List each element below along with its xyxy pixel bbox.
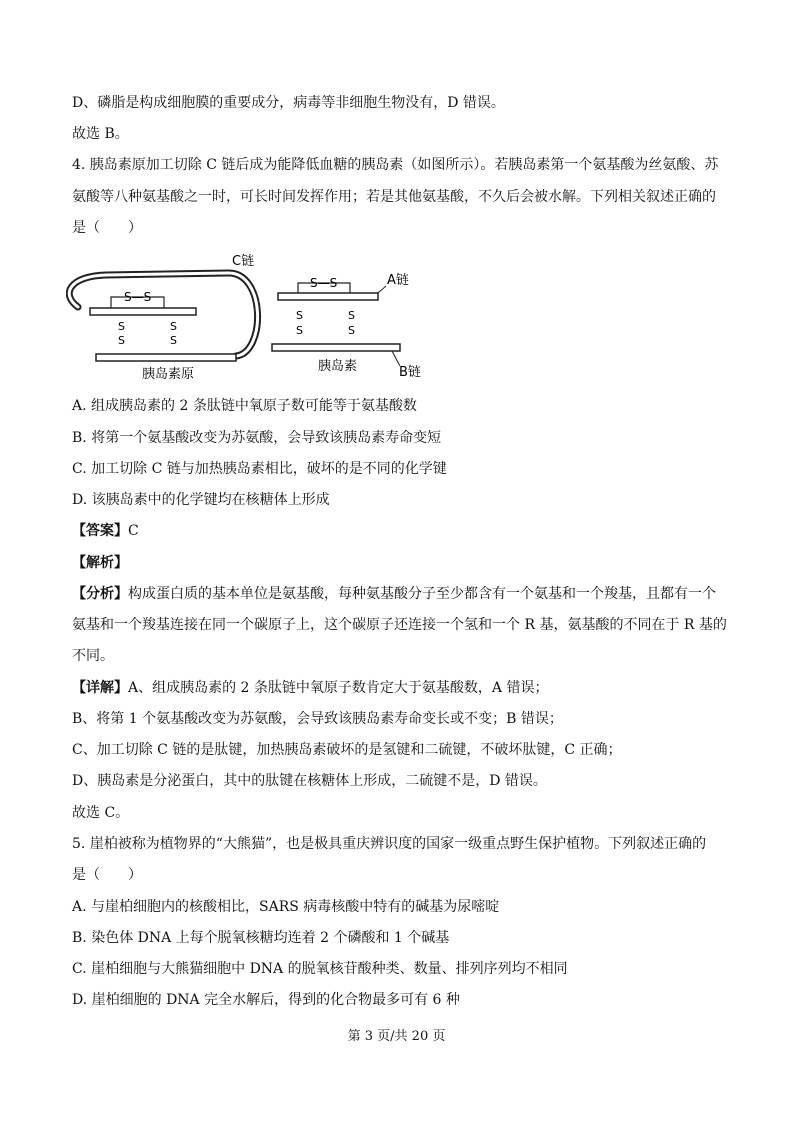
proinsulin-s-1b: S <box>118 334 125 347</box>
proinsulin-a-chain <box>90 308 196 315</box>
insulin-diagram <box>66 248 436 384</box>
insulin-b-chain <box>272 344 400 351</box>
xiangjie-tag: 【详解】 <box>72 680 128 696</box>
insulin-s-2b: S <box>348 324 355 337</box>
q4-option-b: B. 将第一个氨基酸改变为苏氨酸，会导致该胰岛素寿命变短 <box>72 430 442 446</box>
q3-conclusion: 故选 B。 <box>72 126 129 142</box>
q4-xiangjie-line-1: 【详解】A、组成胰岛素的 2 条肽链中氧原子数肯定大于氨基酸数，A 错误； <box>72 680 549 696</box>
q4-stem-line-1: 4. 胰岛素原加工切除 C 链后成为能降低血糖的胰岛素（如图所示）。若胰岛素第一个氨基酸为丝氨酸、苏 <box>72 157 719 173</box>
proinsulin-s-2b: S <box>170 334 177 347</box>
q4-xiangjie-line-3: C、加工切除 C 链的是肽键，加热胰岛素破坏的是氢键和二硫键，不破坏肽键，C 正确； <box>72 742 622 758</box>
q4-xiangjie-line-4: D、胰岛素是分泌蛋白，其中的肽键在核糖体上形成，二硫键不是，D 错误。 <box>72 773 547 789</box>
proinsulin-b-chain <box>96 354 236 361</box>
analysis-tag: 【解析】 <box>72 555 128 571</box>
page-footer: 第 3 页/共 20 页 <box>347 1029 446 1044</box>
q5-option-d: D. 崖柏细胞的 DNA 完全水解后，得到的化合物最多可有 6 种 <box>72 992 460 1008</box>
insulin-intra-ss: S—S <box>310 276 338 290</box>
q4-fenxi-line-1: 【分析】构成蛋白质的基本单位是氨基酸，每种氨基酸分子至少都含有一个氨基和一个羧基，且都有一个 <box>72 586 716 602</box>
proinsulin-label: 胰岛素原 <box>142 367 195 382</box>
insulin-s-1a: S <box>296 309 303 322</box>
q4-option-a: A. 组成胰岛素的 2 条肽链中氧原子数可能等于氨基酸数 <box>72 398 417 414</box>
a-chain-label: A链 <box>387 273 409 288</box>
insulin-a-chain <box>278 293 378 300</box>
fenxi-tag: 【分析】 <box>72 586 128 602</box>
q4-conclusion: 故选 C。 <box>72 805 130 821</box>
q4-answer <box>72 521 722 541</box>
c-chain-label: C链 <box>232 254 255 269</box>
q4-option-d: D. 该胰岛素中的化学键均在核糖体上形成 <box>72 492 330 508</box>
q5-option-b: B. 染色体 DNA 上每个脱氧核糖均连着 2 个磷酸和 1 个碱基 <box>72 930 450 946</box>
q4-stem-line-2: 氨酸等八种氨基酸之一时，可长时间发挥作用；若是其他氨基酸，不久后会被水解。下列相关叙述正确的 <box>72 189 716 205</box>
insulin-s-1b: S <box>296 324 303 337</box>
insulin-label: 胰岛素 <box>318 359 358 374</box>
q5-stem-line-1: 5. 崖柏被称为植物界的“大熊猫”，也是极具重庆辨识度的国家一级重点野生保护植物。下列叙述正确的 <box>72 836 707 852</box>
q5-stem-line-2: 是（ ） <box>72 867 142 883</box>
q5-option-c: C. 崖柏细胞与大熊猫细胞中 DNA 的脱氧核苷酸种类、数量、排列序列均不相同 <box>72 961 568 977</box>
proinsulin-intra-ss: S—S <box>124 290 152 304</box>
q4-xiangjie-line-2: B、将第 1 个氨基酸改变为苏氨酸，会导致该胰岛素寿命变长或不变；B 错误； <box>72 711 563 727</box>
q4-fenxi-line-3: 不同。 <box>72 648 114 664</box>
q4-fenxi-line-2: 氨基和一个羧基连接在同一个碳原子上，这个碳原子还连接一个氢和一个 R 基，氨基酸的不同在于 R 基的 <box>72 617 727 633</box>
answer-value: C <box>128 523 139 539</box>
proinsulin-s-1a: S <box>118 320 125 333</box>
q4-option-c: C. 加工切除 C 链与加热胰岛素相比，破坏的是不同的化学键 <box>72 461 447 477</box>
answer-tag: 【答案】 <box>72 523 128 539</box>
q3-option-d-explanation: D、磷脂是构成细胞膜的重要成分，病毒等非细胞生物没有，D 错误。 <box>72 95 505 111</box>
b-chain-label: B链 <box>399 365 421 380</box>
q5-option-a: A. 与崖柏细胞内的核酸相比，SARS 病毒核酸中特有的碱基为尿嘧啶 <box>72 899 500 915</box>
proinsulin-s-2a: S <box>170 320 177 333</box>
insulin-s-2a: S <box>348 309 355 322</box>
q4-stem-line-3: 是（ ） <box>72 220 142 236</box>
